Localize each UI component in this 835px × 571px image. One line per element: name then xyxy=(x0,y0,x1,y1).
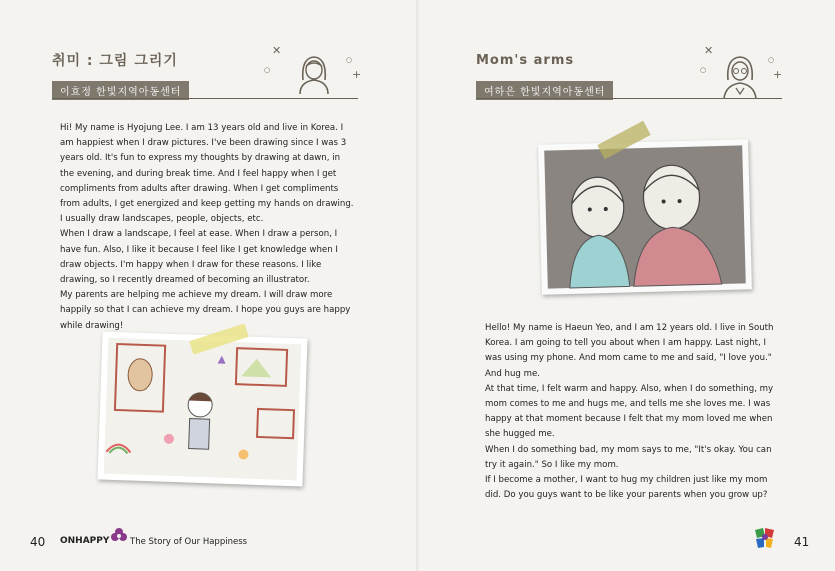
right-page xyxy=(418,0,835,571)
left-title: 취미 : 그림 그리기 xyxy=(52,53,178,69)
right-paragraph-2: At that time, I felt warm and happy. Also, when I do something, my mom comes to me and hugs me, and tells me she loves me. I was happy at that moment because I felt that my mom loved me when she hugged me. xyxy=(485,383,774,440)
right-title: Mom's arms xyxy=(476,53,575,68)
circle-icon: ○ xyxy=(264,66,271,74)
left-paragraph-1: Hi! My name is Hyojung Lee. I am 13 years old and live in Korea. I am happiest when I draw pictures. I've been drawing since I was 3 years old. It's fun to express my thoughts by drawing at dawn, in the evening, and during break time. And I feel happy when I get compliments from adults after drawing. When I get compliments from adults, I get energized and keep getting my hands on drawing. I usually draw landscapes, people, objects, etc. xyxy=(60,123,354,225)
left-paragraph-2: When I draw a landscape, I feel at ease. When I draw a person, I have fun. Also, I like it because I feel like I get knowledge when I draw objects. I'm happy when I draw for these reasons. I like drawing, so I recently dreamed of becoming an illustrator. xyxy=(60,229,338,286)
drawing-photo xyxy=(97,331,307,486)
left-title-rule xyxy=(52,98,358,99)
left-author-tag: 이효정 한빛지역아동센터 xyxy=(52,81,189,100)
left-body xyxy=(60,121,354,334)
child-drawing-illustration xyxy=(97,331,307,486)
plus-icon: + xyxy=(352,68,362,81)
girl-with-glasses-icon xyxy=(720,52,760,100)
plus-icon: + xyxy=(773,68,783,81)
circle-icon: ○ xyxy=(346,56,353,64)
right-body xyxy=(485,321,781,503)
left-page-number: 40 xyxy=(30,535,46,549)
sparkle-icon: ✕ xyxy=(704,44,714,57)
right-author-tag: 여하은 한빛지역아동센터 xyxy=(476,81,613,100)
right-paragraph-4: If I become a mother, I want to hug my children just like my mom did. Do you guys want to be like your parents when you grow up? xyxy=(485,475,768,501)
brand-logo-text: ONHAPPY xyxy=(60,536,110,546)
footer-text: The Story of Our Happiness xyxy=(130,537,248,547)
colorful-logo-icon xyxy=(752,526,778,550)
left-paragraph-3: My parents are helping me achieve my dream. I will draw more happily so that I can achieve my dream. I hope you guys are happy while drawing! xyxy=(60,290,351,331)
flower-logo-icon xyxy=(110,527,128,545)
right-page-number: 41 xyxy=(794,535,810,549)
mother-daughter-drawing xyxy=(538,139,752,294)
girl-portrait-icon xyxy=(290,50,338,98)
sparkle-icon: ✕ xyxy=(272,44,282,57)
circle-icon: ○ xyxy=(700,66,707,74)
mom-drawing-photo xyxy=(538,139,752,294)
right-paragraph-3: When I do something bad, my mom says to me, "It's okay. You can try it again." So I like my mom. xyxy=(485,444,772,470)
right-paragraph-1: Hello! My name is Haeun Yeo, and I am 12 years old. I live in South Korea. I am going to tell you about when I am happy. Last night, I was using my phone. And mom came to me and said, "I love you." And hug me. xyxy=(485,323,774,379)
circle-icon: ○ xyxy=(768,56,775,64)
